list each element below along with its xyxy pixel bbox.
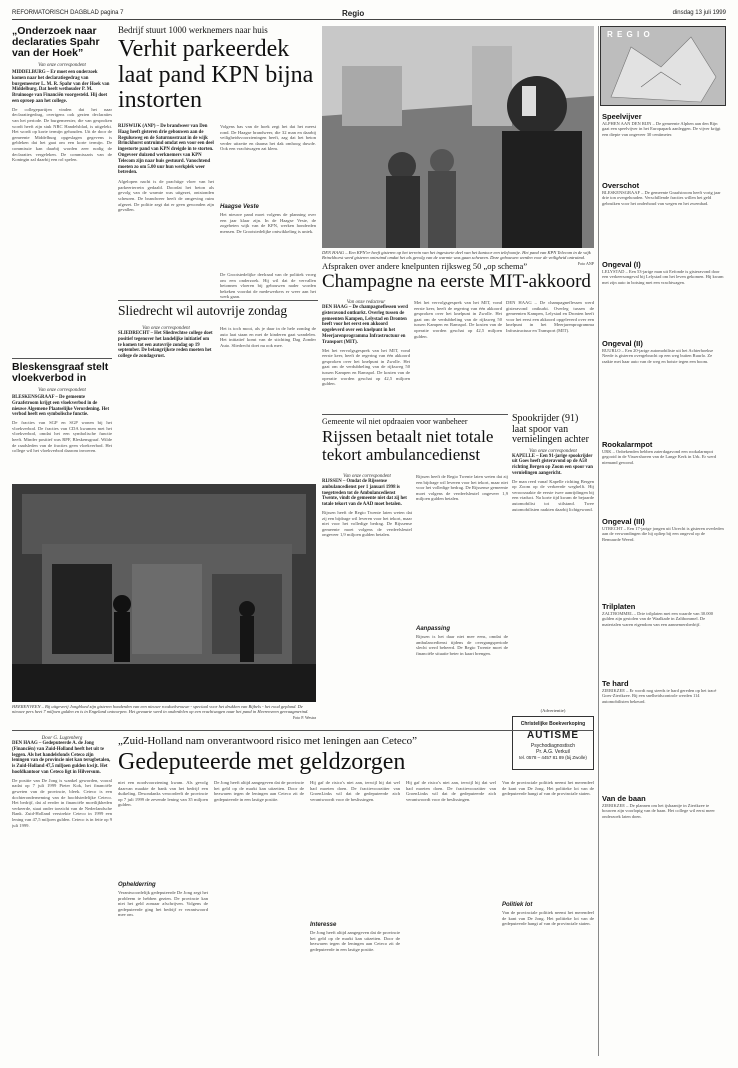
photo-credit: Foto P. Westra: [292, 714, 316, 720]
sidebar-item-title: Trilplaten: [602, 602, 636, 611]
crowd-photo-icon: [322, 26, 594, 248]
sidebar-item: [602, 440, 724, 511]
champagne-col-b: [414, 300, 502, 410]
lead: SLIEDRECHT – Het Sliedrechtse college doet positief tegenover het landelijke initiatief om te komen tot een autovrije zondag op 19 september. De belangrijkste reden moeten het college de zondagsrust.: [118, 331, 213, 360]
sidebar: [602, 112, 724, 905]
body: Met het vervolgsgesprek van het MIT, vond eerste keer, heeft de regering van één akkoord gesproken over het knelpunt in Zwolle. Het gaat om de verdubbeling van de rijksweg 50 tussen Kampen en Ramspol. De kosten van de operatie worden geschat op 42,5 miljoen gulden.: [414, 300, 502, 339]
body: De Grootstedelijke deelraad van de politiek vroeg om een onderzoek. Hij wil dat de vervallen betonnen vloeren bij gebouwen nader worden bekeken voordat de medewerkers er weer aan het werk gaan.: [220, 272, 316, 300]
byline: Van onze correspondent: [529, 448, 577, 454]
subhead: Ophelderring: [118, 882, 156, 888]
sidebar-item-text: ZIERIKZEE – De plannen om het ijsbaantje in Zierikzee te bouwen zijn voorlopig van de baan. Het college wil eerst meer onderzoek laten doen.: [602, 803, 715, 819]
lead: KAPELLE – Een 91-jarige spookrijder uit Goes heeft gisteravond op de A58 richting Bergen op Zoom een spoor van vernielingen aangericht.: [512, 453, 593, 476]
byline: Van onze correspondent: [142, 326, 190, 331]
sidebar-item: [602, 602, 724, 673]
body: De man reed vanaf Kapelle richting Bergen op Zoom op de verkeerde weghelft. Hij veroorzaakte de eerste twee aanrijdingen bij een viaduct. Na korte tijd kwam de bejaarde automobilist tot stilstand. Twee automobilisten raakten daarbij lichtgewond.: [512, 478, 594, 512]
headline: Sliedrecht wil autovrije zondag: [118, 303, 288, 318]
body: Rijssen is het daar niet mee eens, omdat de ambulancedienst tijdens de overgangsperiode slecht werd beheerd. De Regio Twente moet de financiële situatie beter in kaart brengen.: [416, 634, 508, 656]
body: De collegepartijen vinden dat het naar declaratiegedrag, overigens ook gezien declaraties van het periode. De burgemeester, die van gesproken wordt heeft zijn stuk NRC Handelsblad, is uitgelekt. Het wordt op korte termijn gehouden. Uit de door de gemeente Middelburg opgeslagen gegevens is gebleken dat het gaat om een korte termijn. De commissie kan daarbij worden zeer nodig de declaraties vergeleken. De commissaris van de Koningin zal daarbij een rol spelen.: [12, 106, 112, 163]
sidebar-item-text: UTRECHT – Een 17-jarige jongen uit Utrecht is gisteren overleden aan de verwondingen die hij opliep bij een ongeval op de Bemuurde Weerd.: [602, 526, 724, 542]
body: Het is toch mooi, als je daar in de hele zondag de auto laat staan en met de kinderen gaat wandelen. Het initiatief komt van de stichting Dag Zonder Auto. Sliedrecht doet nu ook mee.: [220, 326, 316, 348]
sidebar-divider: [598, 26, 599, 1056]
champagne-col-c: [506, 300, 594, 410]
headline: Bleskensgraaf stelt vloekverbod in: [12, 361, 109, 385]
sidebar-item-title: Speelvijver: [602, 112, 642, 121]
body: De fracties van SGP en SGP wonen bij het vloekverbod. De fracties van CDA kwamen met het vloekverbod, omdat het een symbolische functie heeft. Minder positief was RPF, Bleskensgraaf. Wilde de raadsleden van de fracties geen vloekverbod. Het college wil het vloekverbod daarom invoeren.: [12, 420, 112, 454]
sidebar-item: [602, 112, 724, 175]
kicker: Gemeente wil niet opdraaien voor wanbeheer: [322, 417, 468, 426]
caption-text: DEN HAAG – Een KPN'er heeft gisteren op het terrein van het ingestorte deel van het kantoor een telefoontje. Het pand van KPN Telecom in de wijk Brinckhorst werd gisteren ontruimd omdat het als gevolg van de warmte was gaan scheuren. Deze gebouwen werden voor de veiligheid ontruimd.: [322, 250, 591, 261]
lead: MIDDELBURG – Er moet een onderzoek komen naar het declaratiegedrag van burgemeester L. M. R. Spahr van der Hoek van Middelburg. Dat heeft wethouder P. M. Bruinooge van Financiën voorgesteld. Hij doet een oproep aan het college.: [12, 70, 110, 105]
article-champagne: [322, 262, 594, 292]
ged-col-5: [502, 780, 594, 1020]
sidebar-item: [602, 794, 724, 899]
headline: Verhit parkeerdek laat pand KPN bijna instorten: [118, 36, 314, 113]
sidebar-item-title: Ongeval (II): [602, 339, 643, 348]
sidebar-item: [602, 517, 724, 596]
sidebar-item-title: Ongeval (I): [602, 260, 641, 269]
sliedrecht-col-b: [220, 326, 316, 446]
headline: Champagne na eerste MIT-akkoord: [322, 270, 591, 292]
headline: Gedeputeerde met geldzorgen: [118, 748, 406, 775]
divider: [118, 300, 318, 301]
sidebar-item-text: BLESKENSGRAAF – De gemeente Graafstroom heeft vorig jaar drie ton overgehouden. Verschillende fracties willen het geld gebruiken voor het onderhoud van wegen en het zwembad.: [602, 190, 721, 206]
gedeputeerde-col-a: [12, 736, 112, 978]
article-declaraties: [12, 26, 112, 297]
article-sliedrecht: [118, 304, 318, 318]
sidebar-item: [602, 339, 724, 434]
lead: BLESKENSGRAAF – De gemeente Graafstroom krijgt een vloekverbod in de nieuwe Algemene Plaatselijke Verordening. Het verbod heeft een symbolische functie.: [12, 395, 110, 418]
sidebar-item-title: Ongeval (III): [602, 517, 645, 526]
body: De positie van De Jong is wankel geworden, vooral nadat op 7 juli 1999 Pieter Kok, het financiële geweten van de provincie, bleek. Ceteco is een dochteronderneming van de hoofdstedelijke Ceteco. Het bedrijf, dat al eerder in financiële moeilijkheden verkeerde, staat onder toezicht van de Nederlandsche Bank. Zuid-Holland verstrekte Ceteco in 1999 een lening van 47,5 miljoen gulden. Ceteco is in feite op 9 juli 1999.: [12, 777, 112, 828]
sidebar-item-text: ALPHEN AAN DEN RIJN – De gemeente Alphen aan den Rijn gaat een speelvijver in het Europapark aanleggen. De vijver krijgt een diepte van ongeveer 30 centimeter.: [602, 121, 721, 137]
ged-col-3: [310, 780, 400, 1020]
champagne-col-a: [322, 300, 410, 404]
sidebar-item-title: Overschot: [602, 181, 640, 190]
article-kpn: [118, 26, 318, 113]
ged-col-1: [118, 780, 208, 1020]
advert-name: AUTISME: [527, 730, 579, 741]
printing-press-photo: [12, 484, 316, 702]
advert-line2: Pr. A.G. Verkuil: [536, 749, 570, 755]
ged-col-4: [406, 780, 496, 1025]
sidebar-item-text: ZALTBOMMEL – Drie trilplaten met een waarde van 30.000 gulden zijn gestolen van de Waalkade in Zaltbommel. De materialen waren eigendom van een aannemersbedrijf.: [602, 611, 714, 627]
header-section: Regio: [342, 9, 365, 18]
sidebar-item-title: Te hard: [602, 679, 629, 688]
sliedrecht-col-a: [118, 326, 214, 360]
byline: Van onze redacteur: [346, 300, 386, 305]
lead: DEN HAAG – De champagneflessen werd gisteravond ontkurkt. Overleg tussen de gemeenten Kampen, Lelystad en Dronten heeft voor het eerst een akkoord opgeleverd over een knelpunt in het Meerjarenprogramma Infrastructuur en Transport (MIT).: [322, 305, 408, 345]
subhead: Interesse: [310, 922, 337, 928]
ged-col-2: [214, 780, 304, 1025]
article-gedeputeerde: [118, 736, 594, 775]
lead: RIJSSEN – Omdat de Rijssense ambulancedienst per 1 januari 1998 is toegetreden tot de Ambulancedienst Twente, vindt de gemeente niet dat zij het totale tekort van de AAD moet betalen.: [322, 479, 407, 508]
body: Rijssen heeft de Regio Twente laten weten dat zij een bijdrage wil leveren voor het tekort, maar niet voor het volledige bedrag. De Rijssense gemeente moet volgens de verdeelsleutel ongeveer 1,9 miljoen gulden betalen.: [416, 474, 508, 502]
lead: DEN HAAG – Gedeputeerde A. de Jong (Financiën) van Zuid-Holland heeft het uit te leggen. Als het handelsfonds Ceteco zijn leningen van de provincie niet kan terugbetalen, is Zuid-Holland 47,5 miljoen gulden kwijt. Het hoofdkantoor van Ceteco ligt in Hilversum.: [12, 741, 111, 775]
photo2-caption: [12, 704, 316, 720]
kicker: „Zuid-Holland nam onverantwoord risico met leningen aan Ceteco”: [118, 735, 418, 747]
rijssen-col-a: [322, 474, 412, 710]
sidebar-item-title: Rookalarmpot: [602, 440, 653, 449]
subhead: Haagse Veste: [220, 204, 259, 210]
sidebar-item-text: ZIERIKZEE – Er wordt nog steeds te hard gereden op het tracé Goes-Zierikzee. Bij een snelheidscontrole werden 114 automobilisten bekeurd.: [602, 688, 717, 704]
advert-org: Christelijke Boekverkoping: [520, 721, 586, 727]
body: De Jong heeft altijd aangegeven dat de provincie het geld op de markt kan uitzetten. Door de bezwaren tegen de leningen aan Ceteco zit de gedeputeerde in een lastige positie.: [310, 930, 400, 952]
advert-line1: Psychodiagnostisch: [530, 743, 576, 749]
advert-label: (Advertentie): [540, 708, 566, 713]
kpn-photo: [322, 26, 594, 248]
lead: RIJSWIJK (ANP) – De brandweer van Den Haag heeft gisteren drie gebouwen aan de Regulusweg en de Saturnusstraat in de wijk Brinckhorst ontruimd omdat een voor een deel ingestorte pand van KPN dreigde in te storten. Ongeveer duizend werknemers van KPN Telecom zijn naar huis gestuurd. Vanochtend moeten zo om 5.00 uur hun werkplek weer betreden.: [118, 124, 214, 176]
caption-text: HEERENVEEN – Bij uitgeverij Jongbloed zijn gisteren honderden van een nieuwe roodoekvrouwe - speciaal voor het drukken van Bijbels - het rood gepland. De nieuwe pers heet 7 miljoen gulden en is in Engeland ontworpen. Het gevaarte werd in onderdelen op een vrachtwagen naar het pand in Heerenveen gevraagmerind.: [12, 704, 309, 715]
byline: Van onze correspondent: [38, 63, 86, 69]
body: Het nieuwe pand moet volgens de planning over een jaar klaar zijn. In de Haagse Veste, de zogeheten wijk van de KPN, werken honderden mensen. De Grootstedelijke ontwikkeling is uniek.: [220, 212, 316, 234]
headline: Rijssen betaalt niet totale tekort ambulancedienst: [322, 427, 494, 465]
photo-credit: Foto ANP: [577, 260, 594, 266]
advert-phone: tel. 0578 – 4457 81 89 (bij Zwolle): [519, 755, 587, 760]
body: Met het vervolgsgesprek van het MIT, vond eerste keer, heeft de regering van één akkoord gesproken over het knelpunt in Zwolle. Het gaat om de verdubbeling van de rijksweg 50 tussen Kampen en Ramspol. De kosten van de operatie worden geschat op 42,5 miljoen gulden.: [322, 347, 410, 387]
body: Rijssen heeft de Regio Twente laten weten dat zij een bijdrage wil leveren voor het tekort, maar niet voor het volledige bedrag. De Rijssense gemeente moet volgens de verdeelsleutel ongeveer 1,9 miljoen gulden betalen.: [322, 509, 412, 538]
body: Van de provinciale politiek neemt het merendeel de kant van De Jong. Het politieke lot van de gedeputeerde hangt af van de provinciale staten.: [502, 910, 594, 927]
body: Hij gaf de risico's niet aan, terwijl hij dat wel had moeten doen. De fractievoorzitter van GroenLinks wil dat de gedeputeerde zich verantwoordt voor de beslissingen.: [310, 780, 400, 802]
rijssen-col-b: [416, 474, 508, 744]
kicker: Bedrijf stuurt 1000 werknemers naar huis: [118, 25, 268, 35]
divider: [12, 730, 594, 731]
sidebar-item: [602, 260, 724, 333]
header-paper-name: REFORMATORISCH DAGBLAD pagina 7: [12, 10, 124, 16]
body: Volgens bas van de hoek zegt het dat het meest rond. De Haagse brandweer, die 32 man en daarbij veiligheidsvoorzieningen heeft, zag dat het beton verder uitzette en daarna het dak omhoog duwde. Ook een vrachtwagen zat klem.: [220, 124, 316, 152]
page-header: [12, 8, 726, 20]
article-rijssen: [322, 418, 508, 464]
divider: [322, 414, 508, 415]
regio-banner: [600, 26, 726, 106]
divider: [12, 358, 112, 359]
body: Verantwoordelijk gedeputeerde De Jong zegt het probleem te hebben gezien. De provincie kan niet het geld zomaar afschrijven. Volgens de gedeputeerde ging het bedrijf er verantwoord mee om.: [118, 890, 208, 918]
sidebar-item-title: Van de baan: [602, 794, 646, 803]
kicker: Afspraken over andere knelpunten rijksweg 50 „op schema”: [322, 261, 528, 271]
subhead: Politiek lot: [502, 902, 533, 908]
body: niet een noodvoorziening kwam. Als gevolg daarvan maakte de bank van het bedrijf een duikeling. Desondanks veroordeelt de provincie op 7 juli 1999 de zevende lening van 35 miljoen gulden.: [118, 780, 208, 808]
body: Afgelopen nacht is de prachtige vloer van het parkeerterrein gedaald. Doordat het beton als gevolg van de warmte was uitgezet, ontstonden scheuren. De brandweer heeft de omgeving ruim afgezet. De politie zegt dat er geen gewonden zijn gevallen.: [118, 179, 214, 213]
byline: Door G. Lugtenberg: [41, 736, 83, 741]
sidebar-item-text: RUURLO – Een 20-jarige automobiliste uit het Achterhoekse Neede is gisteren overgebracht op een weg buiten Ruurlo. Ze raakte met haar auto van de weg en botste tegen een boom.: [602, 348, 714, 364]
subhead: Aanpassing: [416, 626, 451, 632]
regio-banner-text: R E G I O: [607, 30, 651, 39]
header-date: dinsdag 13 juli 1999: [672, 10, 726, 16]
headline: „Onderzoek naar declaraties Spahr van der Hoek”: [12, 25, 100, 60]
article-spookrijder: [512, 414, 594, 659]
sidebar-item: [602, 679, 724, 788]
printing-press-icon: [12, 484, 316, 702]
headline: Spookrijder (91) laat spoor van vernielingen achter: [512, 413, 589, 445]
sidebar-item-text: LELYSTAD – Een 53-jarige man uit Eefonde is gisteravond door een verkeersongeval bij Lelystad om het leven gekomen. Hij kwam met zijn auto in botsing met een vrachtwagen.: [602, 269, 724, 285]
sidebar-item: [602, 181, 724, 254]
byline: Van onze correspondent: [38, 388, 86, 394]
body: DEN HAAG – De champagneflessen werd gisteravond ontkurkt. Overleg tussen de gemeenten Kampen, Lelystad en Dronten heeft voor het eerst een akkoord opgeleverd over een knelpunt in het Meerjarenprogramma Infrastructuur en Transport (MIT).: [506, 300, 594, 333]
kpn-col-a: [118, 124, 214, 359]
byline: Van onze correspondent: [343, 474, 391, 479]
sidebar-item-text: URK – Onbekenden hebben zaterdagavond een rookalarmpot gegooid in de Vissershaven van de Lange Kerk in Urk. Er werd niemand gewond.: [602, 449, 717, 465]
body: Van de provinciale politiek neemt het merendeel de kant van De Jong. Het politieke lot van de gedeputeerde hangt af van de provinciale staten.: [502, 780, 594, 797]
body: Hij gaf de risico's niet aan, terwijl hij dat wel had moeten doen. De fractievoorzitter van GroenLinks wil dat de gedeputeerde zich verantwoordt voor de beslissingen.: [406, 780, 496, 802]
sidebar-list: [602, 112, 724, 899]
body: De Jong heeft altijd aangegeven dat de provincie het geld op de markt kan uitzetten. Door de bezwaren tegen de leningen aan Ceteco zit de gedeputeerde in een lastige positie.: [214, 780, 304, 802]
